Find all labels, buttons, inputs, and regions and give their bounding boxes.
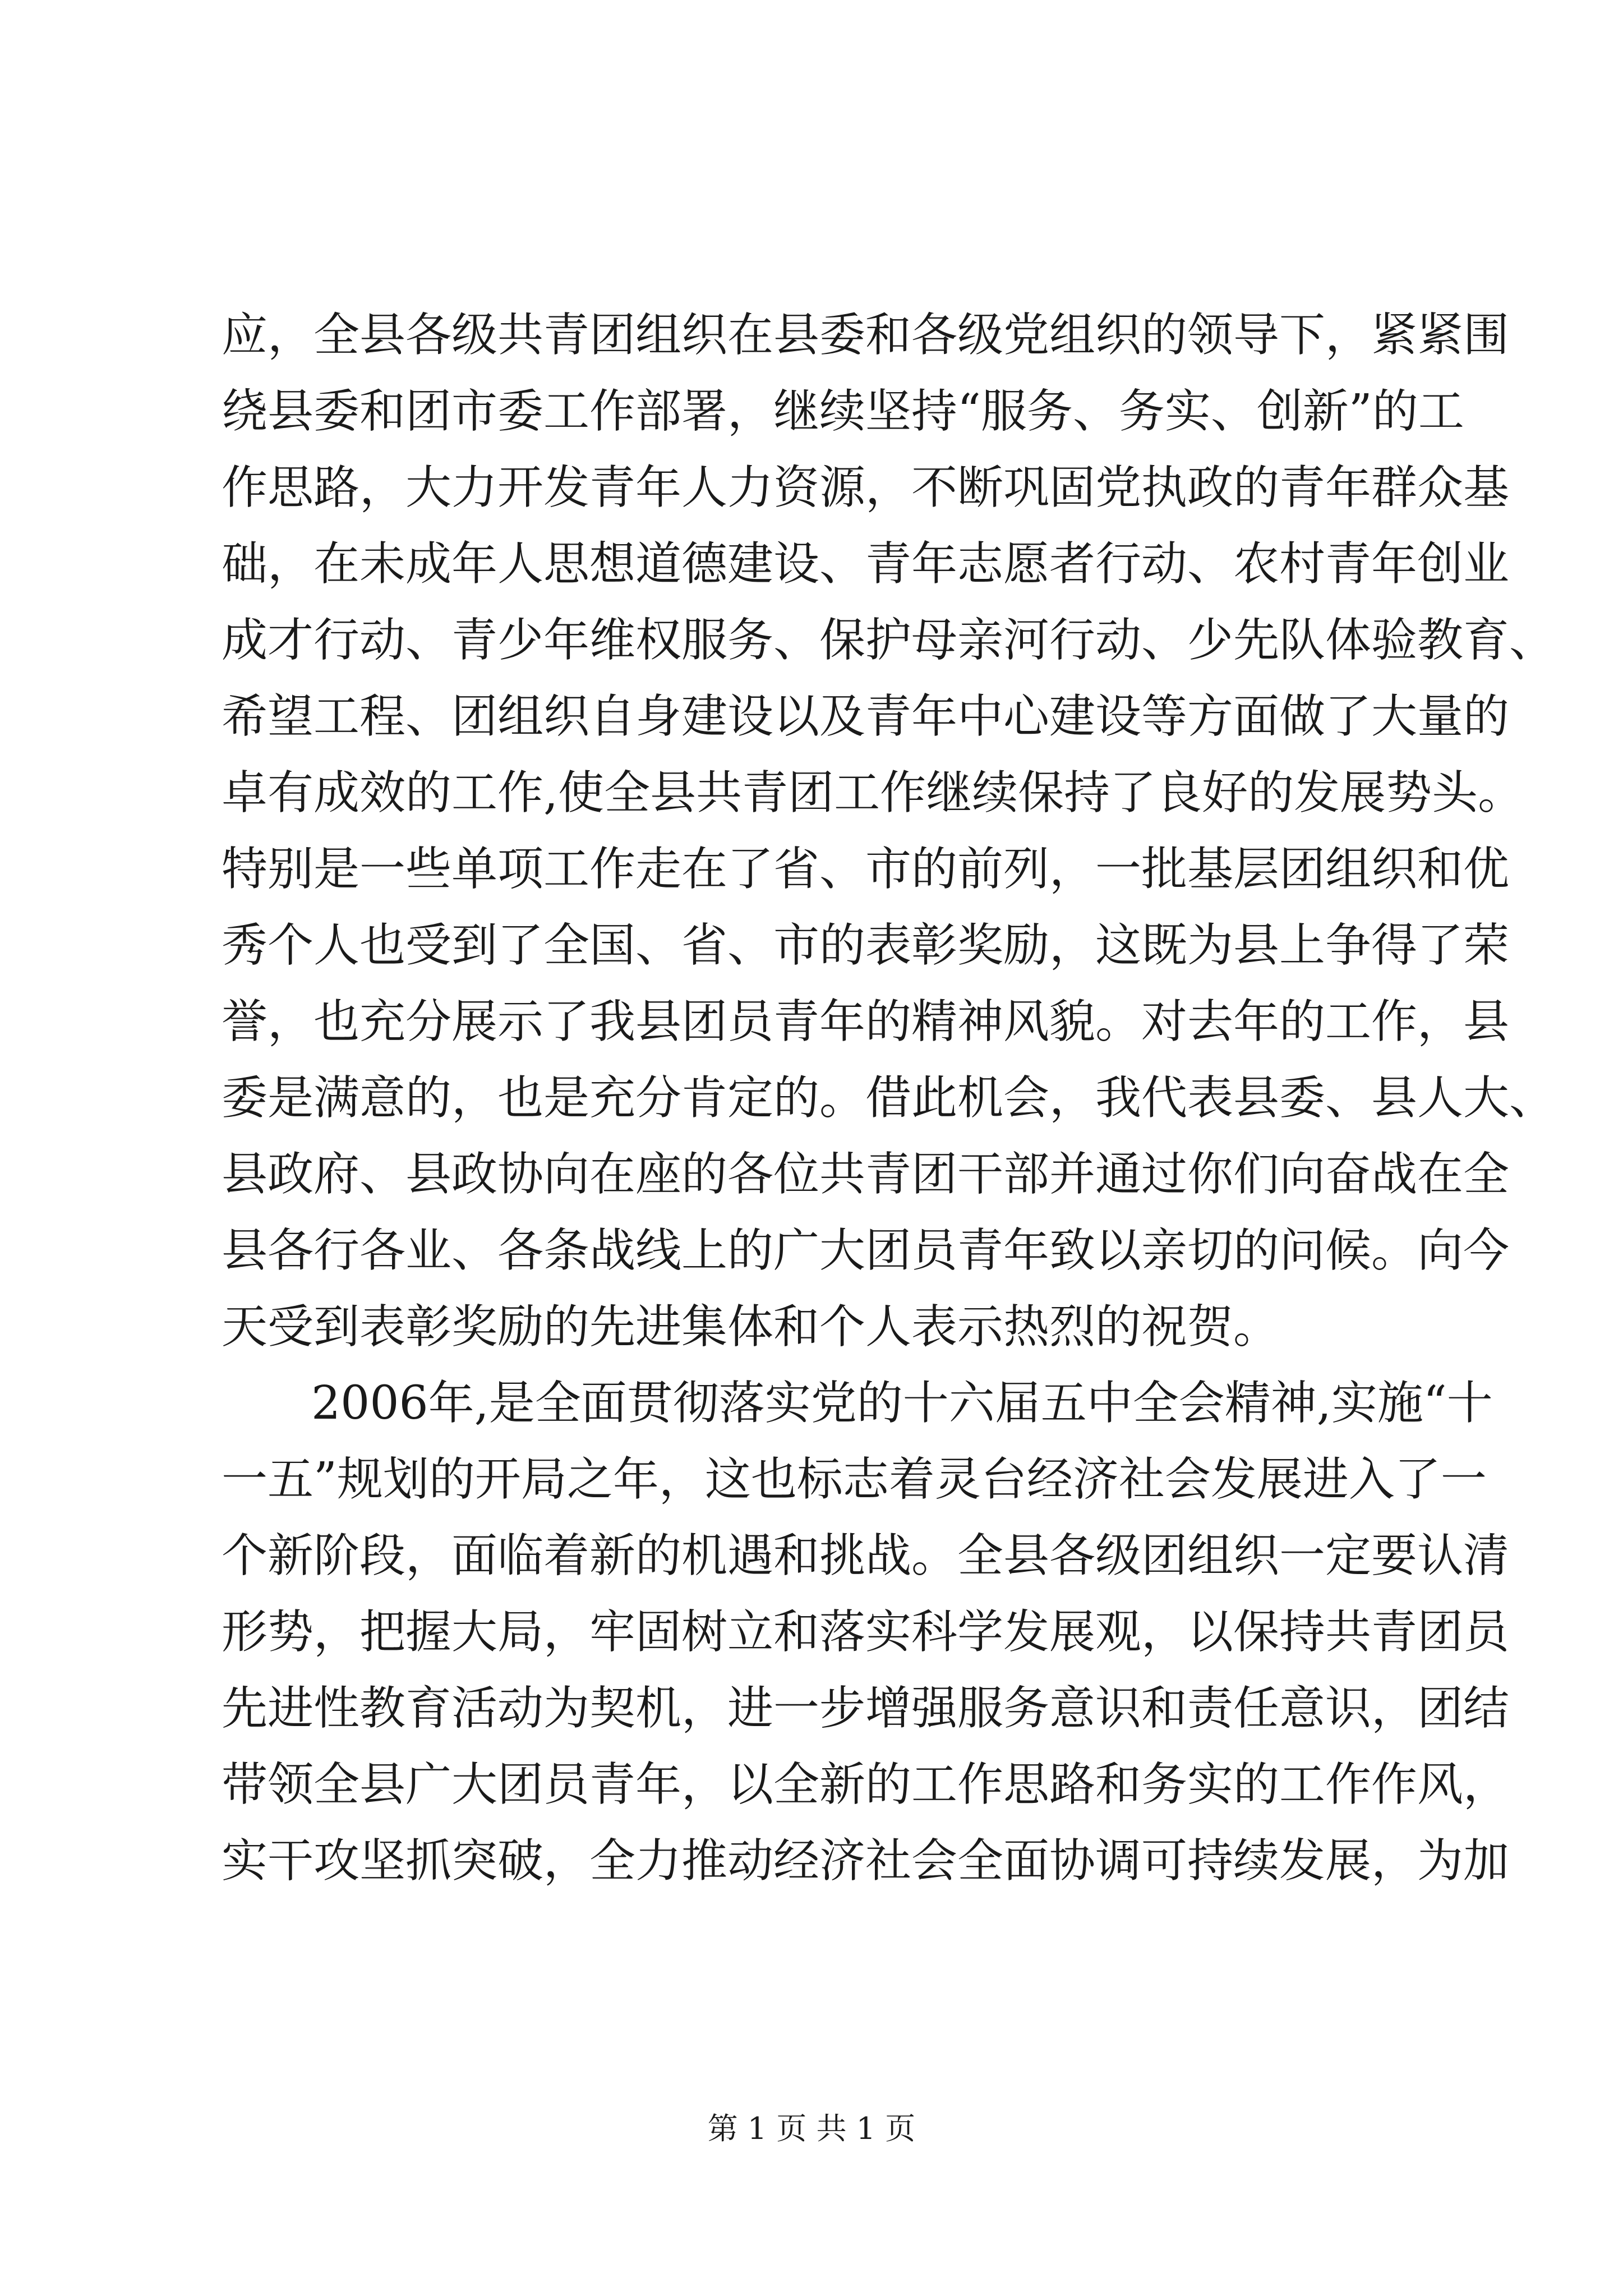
text-line: 2006年,是全面贯彻落实党的十六届五中全会精神,实施“十 — [311, 1377, 1493, 1430]
text-line: 实干攻坚抓突破，全力推动经济社会全面协调可持续发展，为加 — [222, 1834, 1510, 1888]
text-line: 天受到表彰奖励的先进集体和个人表示热烈的祝贺。 — [222, 1300, 1280, 1354]
text-line: 成才行动、青少年维权服务、保护母亲河行动、少先队体验教育、 — [222, 614, 1556, 667]
text-line: 誉，也充分展示了我县团员青年的精神风貌。对去年的工作，县 — [222, 995, 1510, 1048]
text-line: 先进性教育活动为契机，进一步增强服务意识和责任意识，团结 — [222, 1682, 1510, 1735]
text-line: 希望工程、团组织自身建设以及青年中心建设等方面做了大量的 — [222, 690, 1510, 743]
paragraph-1 — [222, 297, 1556, 1365]
text-line: 委是满意的，也是充分肯定的。借此机会，我代表县委、县人大、 — [222, 1071, 1556, 1125]
text-line: 县政府、县政协向在座的各位共青团干部并通过你们向奋战在全 — [222, 1148, 1510, 1201]
text-line: 县各行各业、各条战线上的广大团员青年致以亲切的问候。向今 — [222, 1224, 1510, 1277]
text-line: 作思路，大力开发青年人力资源，不断巩固党执政的青年群众基 — [222, 461, 1510, 514]
text-line: 个新阶段，面临着新的机遇和挑战。全县各级团组织一定要认清 — [222, 1529, 1510, 1582]
paragraph-2 — [222, 1365, 1510, 1899]
text-line: 础，在未成年人思想道德建设、青年志愿者行动、农村青年创业 — [222, 537, 1510, 591]
text-line: 特别是一些单项工作走在了省、市的前列，一批基层团组织和优 — [222, 843, 1510, 896]
text-line: 卓有成效的工作,使全县共青团工作继续保持了良好的发展势头。 — [222, 766, 1524, 820]
text-line: 形势，把握大局，牢固树立和落实科学发展观，以保持共青团员 — [222, 1605, 1510, 1659]
text-line: 绕县委和团市委工作部署，继续坚持“服务、务实、创新”的工 — [222, 385, 1464, 438]
text-line: 带领全县广大团员青年，以全新的工作思路和务实的工作作风， — [222, 1758, 1510, 1811]
text-line: 秀个人也受到了全国、省、市的表彰奖励，这既为县上争得了荣 — [222, 919, 1510, 972]
text-line: 应，全县各级共青团组织在县委和各级党组织的领导下，紧紧围 — [222, 309, 1510, 362]
page-number-footer: 第 1 页 共 1 页 — [707, 2111, 916, 2146]
text-line: 一五”规划的开局之年，这也标志着灵台经济社会发展进入了一 — [222, 1453, 1487, 1506]
document-body — [222, 297, 1556, 1899]
